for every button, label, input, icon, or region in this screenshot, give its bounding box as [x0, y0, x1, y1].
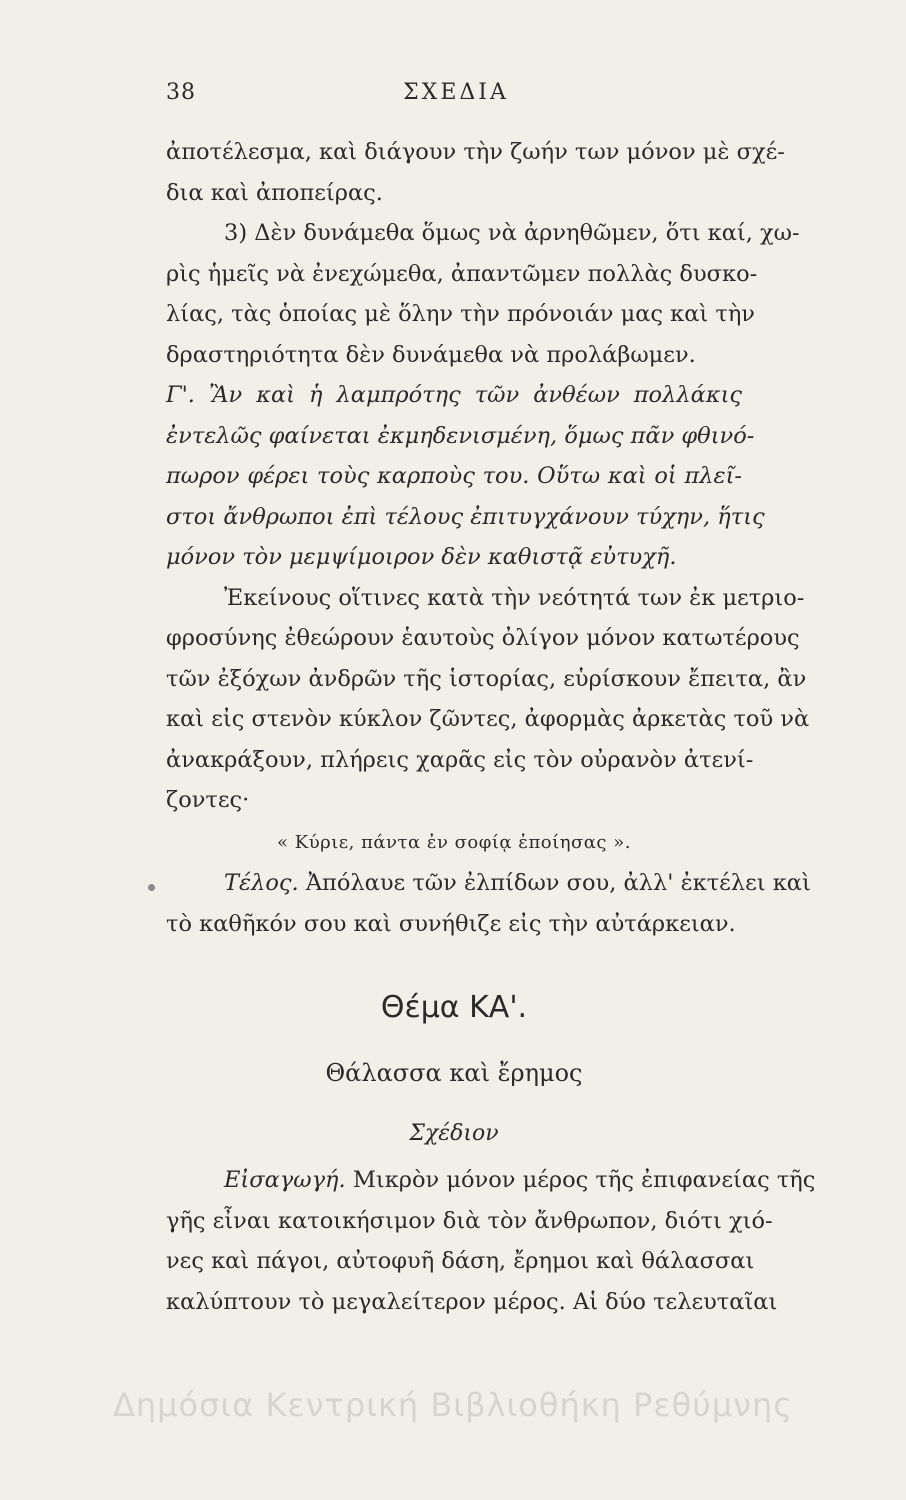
text-line: δια καὶ ἀποπείρας. — [166, 179, 383, 206]
running-head: ΣΧΕΔΙΑ — [403, 80, 509, 105]
text-line: ζοντες· — [166, 787, 250, 813]
text-line: Ἐκείνους οἵτινες κατὰ τὴν νεότητά των ἐκ μετριο- — [224, 584, 805, 611]
page-header — [166, 80, 746, 120]
telos-line — [166, 863, 811, 904]
text-line: νες καὶ πάγοι, αὐτοφυῆ δάση, ἔρημοι καὶ θάλασσαι — [166, 1248, 755, 1274]
text-line: Γ'. Ἂν καὶ ἡ λαμπρότης τῶν ἀνθέων πολλάκις — [166, 382, 742, 408]
text-line: ρὶς ἡμεῖς νὰ ἐνεχώμεθα, ἀπαντῶμεν πολλὰς δυσκο- — [166, 260, 758, 287]
intro-label: Εἰσαγωγή. — [224, 1167, 346, 1193]
intro-line — [166, 1160, 816, 1201]
quotation: « Κύριε, πάντα ἐν σοφίᾳ ἐποίησας ». — [277, 831, 631, 853]
text-line: ἐντελῶς φαίνεται ἐκμηδενισμένη, ὅμως πᾶν φθινό- — [166, 422, 755, 449]
text-line: λίας, τὰς ὁποίας μὲ ὅλην τὴν πρόνοιάν μας καὶ τὴν — [166, 301, 755, 327]
text-line: μόνον τὸν μεμψίμοιρον δὲν καθιστᾷ εὐτυχῆ. — [166, 544, 677, 570]
page-body — [166, 132, 816, 1322]
text-line: δραστηριότητα δὲν δυνάμεθα νὰ προλάβωμεν. — [166, 341, 696, 368]
section-title: Θέμα ΚΑ'. — [380, 990, 528, 1025]
section-label: Σχέδιον — [409, 1121, 499, 1146]
text-line: καὶ εἰς στενὸν κύκλον ζῶντες, ἀφορμὰς ἀρκετὰς τοῦ νὰ — [166, 706, 810, 732]
text-line: πωρον φέρει τοὺς καρποὺς του. Οὕτω καὶ οἱ πλεῖ- — [166, 463, 742, 489]
text-line: ἀνακράξουν, πλήρεις χαρᾶς εἰς τὸν οὐρανὸν ἀτενί- — [166, 746, 754, 773]
text-line: ἀποτέλεσμα, καὶ διάγουν τὴν ζωήν των μόνον μὲ σχέ- — [166, 139, 785, 165]
library-watermark: Δημόσια Κεντρική Βιβλιοθήκη Ρεθύμνης — [112, 1386, 794, 1424]
text-line: στοι ἄνθρωποι ἐπὶ τέλους ἐπιτυγχάνουν τύχην, ἥτις — [166, 503, 765, 530]
section-subtitle: Θάλασσα καὶ ἔρημος — [325, 1059, 583, 1087]
telos-label: Τέλος. — [224, 870, 299, 896]
text-line: φροσύνης ἐθεώρουν ἑαυτοὺς ὀλίγον μόνον κατωτέρους — [166, 625, 800, 651]
telos-text: Ἀπόλαυε τῶν ἐλπίδων σου, ἀλλ' ἐκτέλει καὶ — [305, 870, 811, 896]
text-line: τὸ καθῆκόν σου καὶ συνήθιζε εἰς τὴν αὐτάρκειαν. — [166, 910, 736, 937]
ink-spot — [148, 884, 155, 891]
text-line: τῶν ἐξόχων ἀνδρῶν τῆς ἱστορίας, εὑρίσκουν ἔπειτα, ἂν — [166, 665, 807, 692]
text-line: καλύπτουν τὸ μεγαλείτερον μέρος. Αἱ δύο τελευταῖαι — [166, 1288, 778, 1315]
intro-text: Μικρὸν μόνον μέρος τῆς ἐπιφανείας τῆς — [352, 1167, 816, 1193]
page-number: 38 — [166, 80, 196, 105]
text-line: 3) Δὲν δυνάμεθα ὅμως νὰ ἀρνηθῶμεν, ὅτι καί, χω- — [224, 220, 800, 246]
text-line: γῆς εἶναι κατοικήσιμον διὰ τὸν ἄνθρωπον, διότι χιό- — [166, 1207, 773, 1234]
